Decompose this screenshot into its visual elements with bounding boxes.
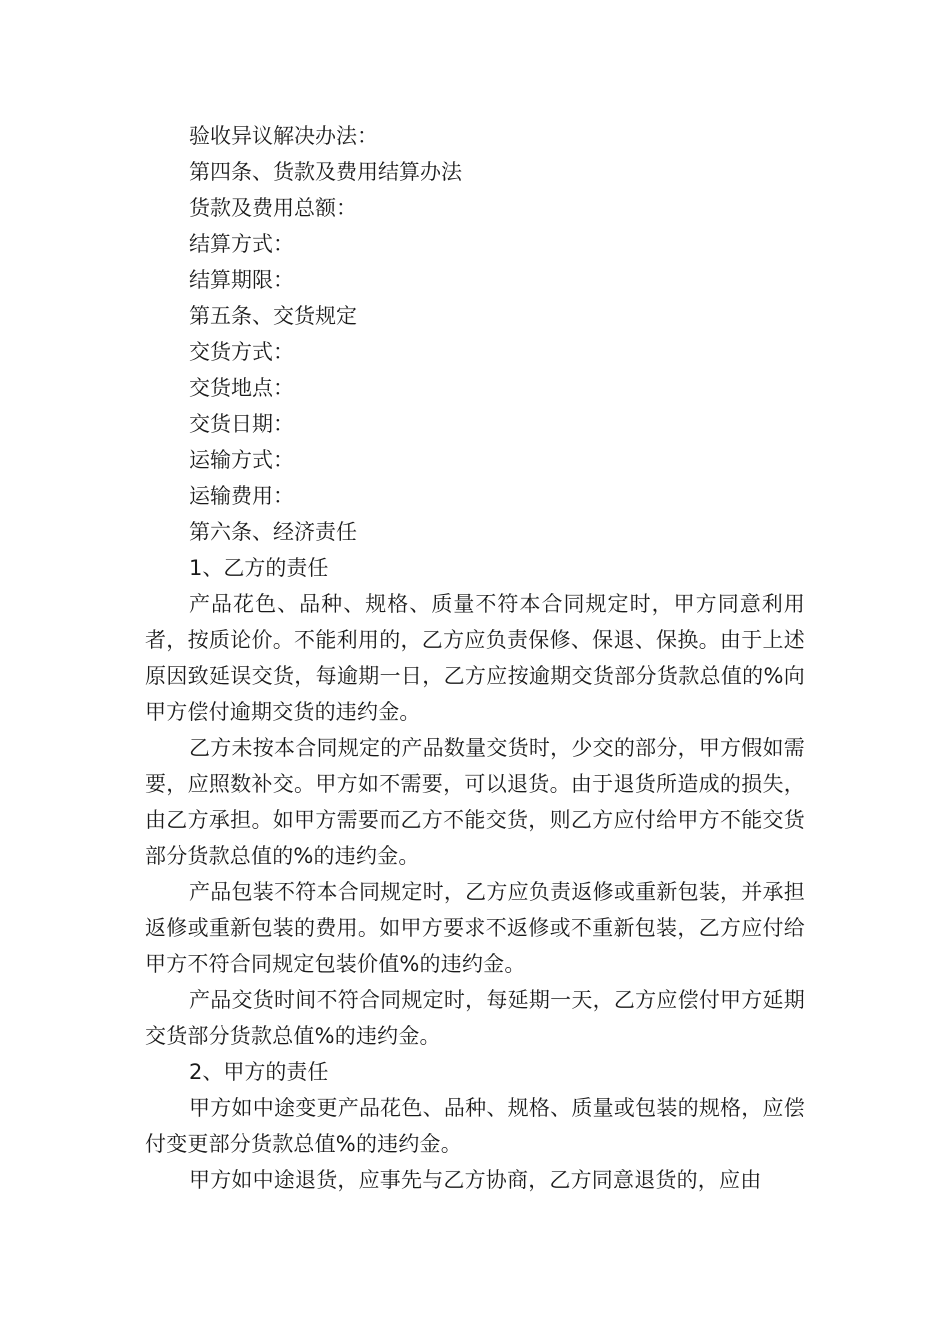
document-page	[145, 118, 805, 1198]
heading-article-6: 第六条、经济责任	[189, 520, 357, 544]
party-b-paragraph: 产品交货时间不符合同规定时，每延期一天，乙方应偿付甲方延期交货部分货款总值%的违约金。	[145, 988, 805, 1048]
heading-article-5: 第五条、交货规定	[189, 304, 357, 328]
field-delivery-location: 交货地点：	[189, 376, 294, 400]
party-a-paragraph: 甲方如中途变更产品花色、品种、规格、质量或包装的规格，应偿付变更部分货款总值%的违约金。	[145, 1096, 805, 1156]
field-transport-cost: 运输费用：	[189, 484, 294, 508]
field-total-amount: 货款及费用总额：	[189, 196, 357, 220]
party-a-paragraph: 甲方如中途退货，应事先与乙方协商，乙方同意退货的，应由	[189, 1168, 762, 1192]
field-transport-method: 运输方式：	[189, 448, 294, 472]
heading-acceptance-dispute: 验收异议解决办法：	[189, 124, 378, 148]
heading-article-4: 第四条、货款及费用结算办法	[189, 160, 462, 184]
field-settlement-period: 结算期限：	[189, 268, 294, 292]
party-b-paragraph: 产品包装不符本合同规定时，乙方应负责返修或重新包装，并承担返修或重新包装的费用。如甲方要求不返修或不重新包装，乙方应付给甲方不符合同规定包装价值%的违约金。	[145, 880, 805, 976]
party-b-paragraph: 产品花色、品种、规格、质量不符本合同规定时，甲方同意利用者，按质论价。不能利用的，乙方应负责保修、保退、保换。由于上述原因致延误交货，每逾期一日，乙方应按逾期交货部分货款总值的%向甲方偿付逾期交货的违约金。	[145, 592, 805, 724]
field-delivery-method: 交货方式：	[189, 340, 294, 364]
heading-party-b-liability: 1、乙方的责任	[189, 556, 329, 580]
heading-party-a-liability: 2、甲方的责任	[189, 1060, 329, 1084]
party-b-paragraph: 乙方未按本合同规定的产品数量交货时，少交的部分，甲方假如需要，应照数补交。甲方如不需要，可以退货。由于退货所造成的损失，由乙方承担。如甲方需要而乙方不能交货，则乙方应付给甲方不能交货部分货款总值的%的违约金。	[145, 736, 805, 868]
field-settlement-method: 结算方式：	[189, 232, 294, 256]
field-delivery-date: 交货日期：	[189, 412, 294, 436]
